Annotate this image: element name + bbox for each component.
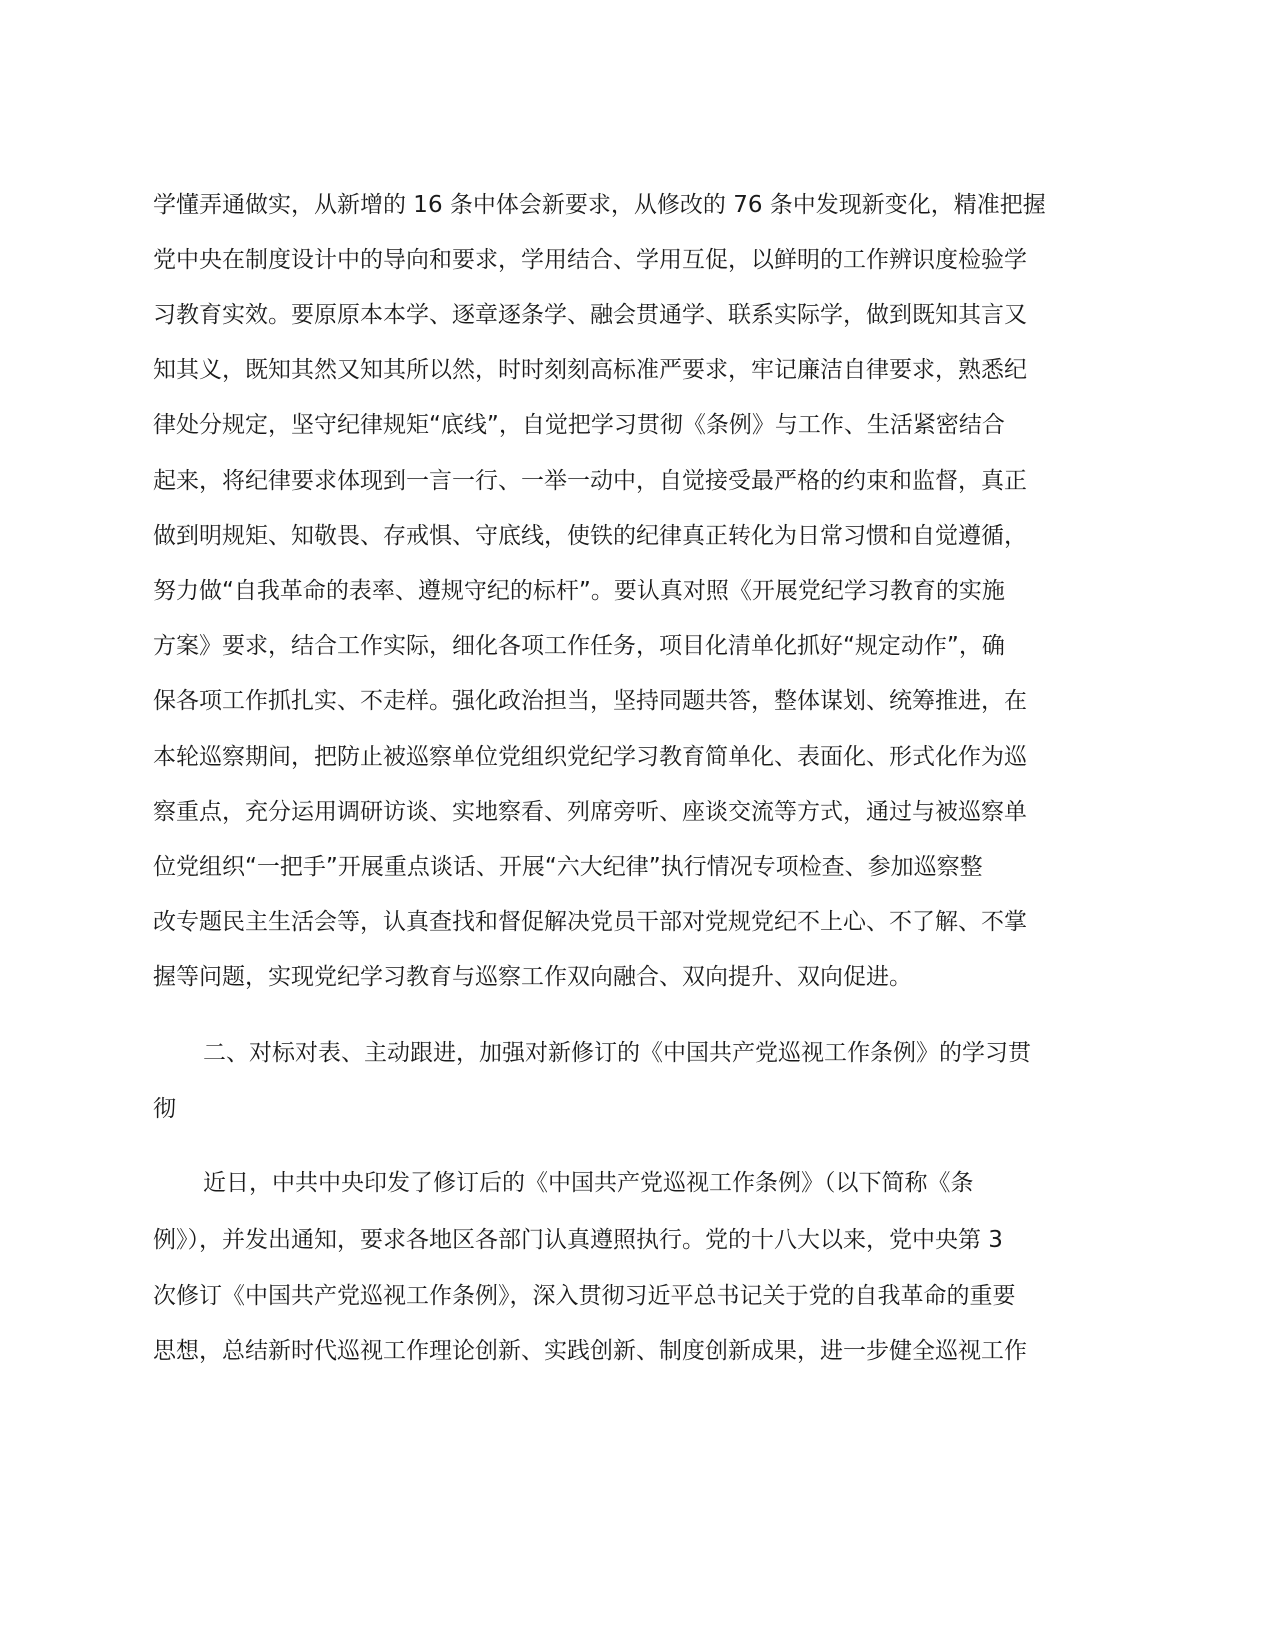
text-line: 知其义，既知其然又知其所以然，时时刻刻高标准严要求，牢记廉洁自律要求，熟悉纪	[153, 357, 1027, 383]
text-line: 握等问题，实现党纪学习教育与巡察工作双向融合、双向提升、双向促进。	[153, 964, 912, 990]
text-line: 保各项工作抓扎实、不走样。强化政治担当，坚持同题共答，整体谋划、统筹推进，在	[153, 688, 1027, 714]
text-line: 律处分规定，坚守纪律规矩“底线”，自觉把学习贯彻《条例》与工作、生活紧密结合	[153, 412, 1005, 438]
text-line: 努力做“自我革命的表率、遵规守纪的标杆”。要认真对照《开展党纪学习教育的实施	[153, 578, 1005, 604]
text-line: 近日，中共中央印发了修订后的《中国共产党巡视工作条例》（以下简称《条	[203, 1170, 974, 1196]
heading-line: 彻	[153, 1096, 176, 1122]
text-line: 学懂弄通做实，从新增的 16 条中体会新要求，从修改的 76 条中发现新变化，精准把握	[153, 192, 1046, 218]
text-line: 党中央在制度设计中的导向和要求，学用结合、学用互促，以鲜明的工作辨识度检验学	[153, 247, 1027, 273]
text-line: 起来，将纪律要求体现到一言一行、一举一动中，自觉接受最严格的约束和监督，真正	[153, 468, 1027, 494]
text-line: 习教育实效。要原原本本学、逐章逐条学、融会贯通学、联系实际学，做到既知其言又	[153, 302, 1027, 328]
text-line: 改专题民主生活会等，认真查找和督促解决党员干部对党规党纪不上心、不了解、不掌	[153, 909, 1027, 935]
heading-line: 二、对标对表、主动跟进，加强对新修订的《中国共产党巡视工作条例》的学习贯	[203, 1040, 1031, 1066]
text-line: 次修订《中国共产党巡视工作条例》，深入贯彻习近平总书记关于党的自我革命的重要	[153, 1283, 1016, 1309]
text-line: 例》），并发出通知，要求各地区各部门认真遵照执行。党的十八大以来，党中央第 3	[153, 1227, 1003, 1253]
text-line: 察重点，充分运用调研访谈、实地察看、列席旁听、座谈交流等方式，通过与被巡察单	[153, 799, 1027, 825]
text-line: 方案》要求，结合工作实际，细化各项工作任务，项目化清单化抓好“规定动作”，确	[153, 633, 1005, 659]
text-line: 本轮巡察期间，把防止被巡察单位党组织党纪学习教育简单化、表面化、形式化作为巡	[153, 744, 1027, 770]
text-line: 思想，总结新时代巡视工作理论创新、实践创新、制度创新成果，进一步健全巡视工作	[153, 1338, 1027, 1364]
text-line: 位党组织“一把手”开展重点谈话、开展“六大纪律”执行情况专项检查、参加巡察整	[153, 854, 983, 880]
text-line: 做到明规矩、知敬畏、存戒惧、守底线，使铁的纪律真正转化为日常习惯和自觉遵循，	[153, 523, 1027, 549]
